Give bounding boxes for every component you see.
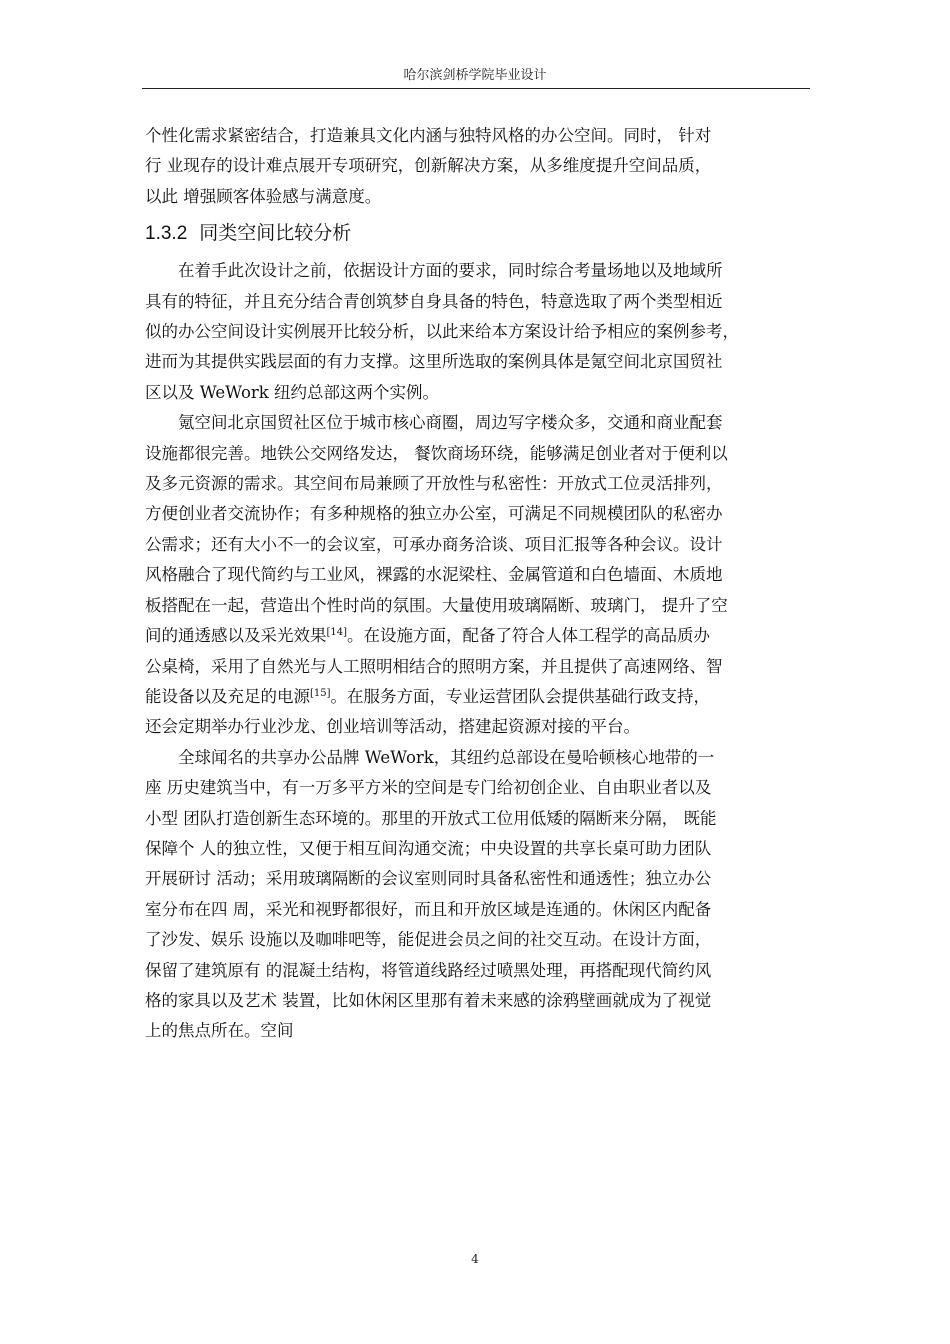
text-line: 方便创业者交流协作；有多种规格的独立办公室，可满足不同规模团队的私密办 [145,504,723,524]
text-line: 氪空间北京国贸社区位于城市核心商圈，周边写字楼众多，交通和商业配套 [145,413,723,433]
text-line: 全球闻名的共享办公品牌 WeWork，其纽约总部设在曼哈顿核心地带的一 [145,747,715,767]
text-line: 具有的特征，并且充分结合青创筑梦自身具备的特色，特意选取了两个类型相近 [145,291,723,311]
section-number: 1.3.2 [145,223,188,245]
text-line: 开展研讨 活动；采用玻璃隔断的会议室则同时具备私密性和通透性；独立办公 [145,869,712,889]
text-line [145,621,808,651]
text-line: 个性化需求紧密结合，打造兼具文化内涵与独特风格的办公空间。同时， 针对 [145,126,712,145]
text-line: 板搭配在一起，营造出个性时尚的氛围。大量使用玻璃隔断、玻璃门， 提升了空 [145,595,728,615]
text-segment: 间的通透感以及采光效果 [145,626,327,646]
text-line: 小型 团队打造创新生态环境的。那里的开放式工位用低矮的隔断来分隔， 既能 [145,808,717,828]
text-segment: 能设备以及充足的电源 [145,686,310,706]
text-line [145,682,808,712]
text-line: 及多元资源的需求。其空间布局兼顾了开放性与私密性：开放式工位灵活排列， [145,474,723,494]
text-line: 区以及 WeWork 纽约总部这两个实例。 [145,382,440,402]
intro-paragraph [145,121,808,212]
text-line: 室分布在四 周，采光和视野都很好，而且和开放区域是连通的。休闲区内配备 [145,899,712,919]
text-line: 保留了建筑原有 的混凝土结构，将管道线路经过喷黑处理，再搭配现代简约风 [145,960,712,980]
text-segment: 。在设施方面，配备了符合人体工程学的高品质办 [347,626,711,646]
text-line: 行 业现存的设计难点展开专项研究，创新解决方案，从多维度提升空间品质， [145,156,712,176]
text-line: 风格融合了现代简约与工业风，裸露的水泥梁柱、金属管道和白色墙面、木质地 [145,565,723,585]
section-title: 同类空间比较分析 [199,222,352,245]
page-number: 4 [471,1252,479,1266]
text-line: 进而为其提供实践层面的有力支撑。这里所选取的案例具体是氪空间北京国贸社 [145,352,723,372]
header-divider [142,88,810,89]
text-line: 保障个 人的独立性，又便于相互间沟通交流；中央设置的共享长桌可助力团队 [145,838,712,858]
paragraph-wework-case [145,743,808,1047]
page-body [145,121,808,1047]
citation-15: [15] [310,687,331,699]
text-segment: 。在服务方面，专业运营团队会提供基础行政支持， [330,686,711,706]
text-line: 格的家具以及艺术 装置，比如休闲区里那有着未来感的涂鸦壁画就成为了视觉 [145,990,712,1010]
section-heading [145,218,808,249]
header-title: 哈尔滨剑桥学院毕业设计 [403,68,547,83]
text-line: 在着手此次设计之前，依据设计方面的要求，同时综合考量场地以及地域所 [145,261,723,281]
paragraph-case-selection [145,256,808,408]
citation-14: [14] [326,627,348,639]
text-line: 公需求；还有大小不一的会议室，可承办商务洽谈、项目汇报等各种会议。设计 [145,534,723,554]
text-line: 座 历史建筑当中，有一万多平方米的空间是专门给初创企业、自由职业者以及 [145,778,712,798]
paragraph-kr-space-case [145,408,808,742]
text-line: 公桌椅，采用了自然光与人工照明相结合的照明方案，并且提供了高速网络、智 [145,656,723,676]
text-line: 了沙发、娱乐 设施以及咖啡吧等，能促进会员之间的社交互动。在设计方面， [145,930,712,950]
text-line: 以此 增强顾客体验感与满意度。 [145,186,382,206]
text-line: 似的办公空间设计实例展开比较分析，以此来给本方案设计给予相应的案例参考， [145,322,739,342]
text-line: 还会定期举办行业沙龙、创业培训等活动，搭建起资源对接的平台。 [145,717,640,737]
text-line: 设施都很完善。地铁公交网络发达， 餐饮商场环绕，能够满足创业者对于便利以 [145,443,728,463]
text-line: 上的焦点所在。空间 [145,1021,294,1041]
